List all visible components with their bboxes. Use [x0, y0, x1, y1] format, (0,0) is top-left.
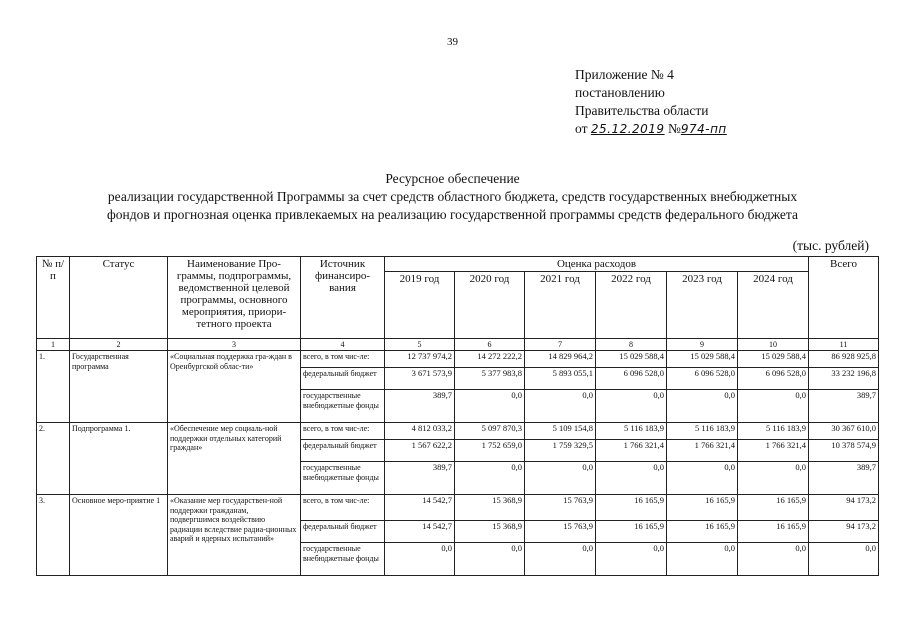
row-source: государственные внебюджетные фонды	[301, 462, 385, 495]
cell-value: 5 109 154,8	[525, 423, 596, 440]
cell-value: 6 096 528,0	[596, 368, 667, 390]
cell-value: 0,0	[455, 462, 525, 495]
cell-value: 16 165,9	[596, 521, 667, 543]
cell-value: 1 759 329,5	[525, 440, 596, 462]
resource-table	[36, 256, 879, 576]
row-status: Государственная программа	[70, 351, 168, 423]
cell-value: 6 096 528,0	[738, 368, 809, 390]
cell-value: 0,0	[525, 543, 596, 576]
col-number: 6	[455, 339, 525, 351]
cell-value: 4 812 033,2	[385, 423, 455, 440]
row-source: федеральный бюджет	[301, 521, 385, 543]
cell-value: 1 752 659,0	[455, 440, 525, 462]
header-year-2022: 2022 год	[596, 272, 667, 339]
cell-value: 5 116 183,9	[667, 423, 738, 440]
cell-value: 3 671 573,9	[385, 368, 455, 390]
cell-value: 389,7	[385, 390, 455, 423]
header-num: № п/п	[37, 257, 70, 339]
cell-value: 14 542,7	[385, 495, 455, 521]
cell-value: 1 766 321,4	[596, 440, 667, 462]
appendix-line-1: Приложение № 4	[575, 67, 674, 82]
header-name: Наименование Про-граммы, подпрограммы, ведомственной целевой программы, основного мероприятия, приори-тетного проекта	[168, 257, 301, 339]
col-number: 4	[301, 339, 385, 351]
cell-value: 0,0	[455, 543, 525, 576]
appendix-line-3: Правительства области	[575, 103, 709, 118]
units-label: (тыс. рублей)	[792, 238, 869, 253]
col-number: 2	[70, 339, 168, 351]
cell-value: 0,0	[455, 390, 525, 423]
row-name: «Социальная поддержка гра-ждан в Оренбургской облас-ти»	[168, 351, 301, 423]
cell-value: 16 165,9	[667, 495, 738, 521]
cell-value: 0,0	[738, 390, 809, 423]
from-label: от	[575, 121, 588, 136]
header-source: Источник финансиро-вания	[301, 257, 385, 339]
cell-value: 389,7	[385, 462, 455, 495]
row-number: 1.	[37, 351, 70, 423]
cell-total: 86 928 925,8	[809, 351, 879, 368]
cell-value: 14 542,7	[385, 521, 455, 543]
handwritten-date: 25.12.2019	[590, 122, 665, 136]
cell-value: 5 893 055,1	[525, 368, 596, 390]
cell-total: 389,7	[809, 462, 879, 495]
header-status: Статус	[70, 257, 168, 339]
cell-total: 94 173,2	[809, 521, 879, 543]
header-year-2020: 2020 год	[455, 272, 525, 339]
col-number: 8	[596, 339, 667, 351]
row-source: всего, в том чис-ле:	[301, 351, 385, 368]
col-number: 1	[37, 339, 70, 351]
table-body	[37, 351, 879, 576]
cell-value: 16 165,9	[738, 495, 809, 521]
cell-value: 14 829 964,2	[525, 351, 596, 368]
cell-total: 30 367 610,0	[809, 423, 879, 440]
cell-value: 0,0	[525, 462, 596, 495]
cell-value: 15 763,9	[525, 521, 596, 543]
cell-value: 5 377 983,8	[455, 368, 525, 390]
row-name: «Оказание мер государствен-ной поддержки гражданам, подвергшимся воздействию радиации вследствие радиа-ционных аварий и ядерных испытаний»	[168, 495, 301, 576]
title-line-2: реализации государственной Программы за счет средств областного бюджета, средств государственных внебюджетных	[107, 189, 798, 204]
cell-value: 0,0	[667, 543, 738, 576]
cell-value: 5 116 183,9	[596, 423, 667, 440]
cell-value: 1 766 321,4	[738, 440, 809, 462]
col-number: 7	[525, 339, 596, 351]
cell-value: 16 165,9	[667, 521, 738, 543]
cell-total: 389,7	[809, 390, 879, 423]
appendix-block	[575, 66, 727, 138]
cell-value: 0,0	[667, 462, 738, 495]
handwritten-number: 974-пп	[680, 122, 727, 136]
row-source: всего, в том чис-ле:	[301, 423, 385, 440]
document-title	[0, 170, 905, 224]
header-year-2023: 2023 год	[667, 272, 738, 339]
row-source: федеральный бюджет	[301, 368, 385, 390]
cell-value: 5 116 183,9	[738, 423, 809, 440]
cell-value: 15 029 588,4	[738, 351, 809, 368]
col-number: 3	[168, 339, 301, 351]
cell-value: 15 763,9	[525, 495, 596, 521]
row-status: Подпрограмма 1.	[70, 423, 168, 495]
cell-value: 0,0	[738, 462, 809, 495]
col-number: 11	[809, 339, 879, 351]
row-source: государственные внебюджетные фонды	[301, 543, 385, 576]
row-status: Основное меро-приятие 1	[70, 495, 168, 576]
cell-value: 15 368,9	[455, 495, 525, 521]
row-name: «Обеспечение мер социаль-ной поддержки отдельных категорий граждан»	[168, 423, 301, 495]
row-source: федеральный бюджет	[301, 440, 385, 462]
header-year-2021: 2021 год	[525, 272, 596, 339]
table-row	[37, 351, 879, 368]
cell-value: 15 029 588,4	[596, 351, 667, 368]
cell-value: 0,0	[738, 543, 809, 576]
cell-value: 1 766 321,4	[667, 440, 738, 462]
page-number: 39	[447, 36, 458, 48]
header-year-2024: 2024 год	[738, 272, 809, 339]
row-number: 3.	[37, 495, 70, 576]
cell-value: 15 368,9	[455, 521, 525, 543]
cell-value: 12 737 974,2	[385, 351, 455, 368]
cell-value: 5 097 870,3	[455, 423, 525, 440]
appendix-date-line	[575, 120, 727, 138]
cell-value: 15 029 588,4	[667, 351, 738, 368]
column-number-row	[37, 339, 879, 351]
cell-value: 0,0	[525, 390, 596, 423]
appendix-line-2: постановлению	[575, 85, 665, 100]
cell-value: 1 567 622,2	[385, 440, 455, 462]
title-line-3: фондов и прогнозная оценка привлекаемых на реализацию государственной программы средств федерального бюджета	[107, 207, 798, 222]
cell-value: 16 165,9	[596, 495, 667, 521]
table-row	[37, 495, 879, 521]
cell-total: 33 232 196,8	[809, 368, 879, 390]
cell-value: 0,0	[385, 543, 455, 576]
header-estimate: Оценка расходов	[385, 257, 809, 272]
cell-total: 10 378 574,9	[809, 440, 879, 462]
number-label: №	[667, 121, 681, 136]
col-number: 10	[738, 339, 809, 351]
cell-value: 0,0	[596, 543, 667, 576]
cell-total: 0,0	[809, 543, 879, 576]
row-source: всего, в том чис-ле:	[301, 495, 385, 521]
header-total: Всего	[809, 257, 879, 339]
row-number: 2.	[37, 423, 70, 495]
cell-total: 94 173,2	[809, 495, 879, 521]
col-number: 5	[385, 339, 455, 351]
header-year-2019: 2019 год	[385, 272, 455, 339]
table-row	[37, 423, 879, 440]
col-number: 9	[667, 339, 738, 351]
cell-value: 0,0	[596, 390, 667, 423]
cell-value: 0,0	[667, 390, 738, 423]
cell-value: 14 272 222,2	[455, 351, 525, 368]
cell-value: 16 165,9	[738, 521, 809, 543]
cell-value: 6 096 528,0	[667, 368, 738, 390]
cell-value: 0,0	[596, 462, 667, 495]
title-line-1: Ресурсное обеспечение	[385, 171, 520, 186]
row-source: государственные внебюджетные фонды	[301, 390, 385, 423]
